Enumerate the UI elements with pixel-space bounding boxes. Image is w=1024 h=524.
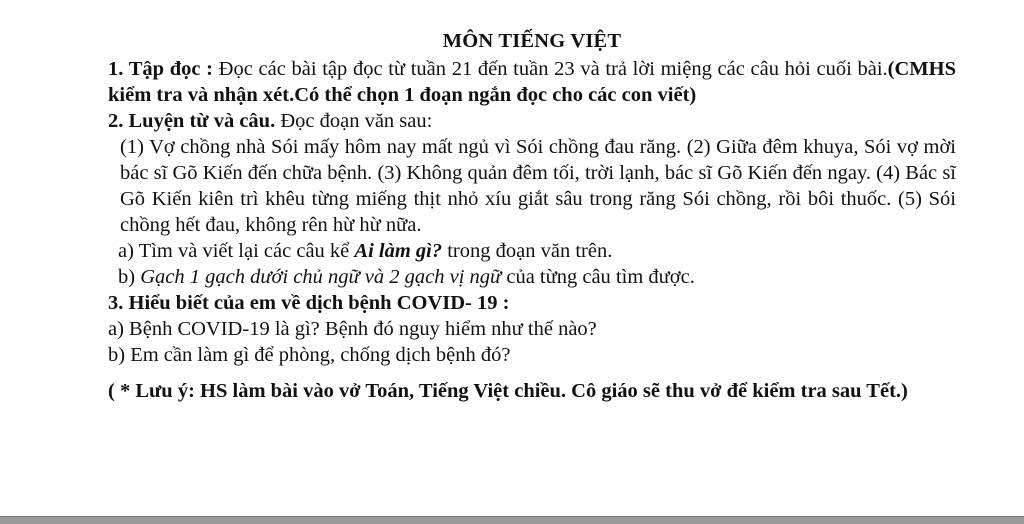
section-covid-heading: 3. Hiểu biết của em về dịch bệnh COVID- 19 :: [108, 292, 510, 314]
exercise-emphasis: Gạch 1 gạch dưới chủ ngữ và 2 gạch vị ngữ: [140, 266, 502, 288]
document-body: [108, 56, 956, 404]
section-heading: 1. Tập đọc :: [108, 58, 213, 80]
note-paragraph: ( * Lưu ý: HS làm bài vào vở Toán, Tiếng Việt chiều. Cô giáo sẽ thu vở để kiểm tra sau Tết.): [108, 380, 908, 402]
section-bold-note: (CMHS kiểm tra và nhận xét.Có thể chọn 1 đoạn ngắn đọc cho các con viết): [108, 58, 956, 106]
covid-question-b: b) Em cần làm gì để phòng, chống dịch bệnh đó?: [108, 344, 511, 366]
exercise-text: của từng câu tìm được.: [501, 266, 695, 288]
exercise-text: b): [118, 266, 141, 288]
section-text: Đọc các bài tập đọc từ tuần 21 đến tuần 23 và trả lời miệng các câu hỏi cuối bài.: [212, 58, 888, 80]
exercise-text: trong đoạn văn trên.: [442, 240, 613, 262]
section-text: Đọc đoạn văn sau:: [275, 110, 433, 132]
exercise-b: [108, 264, 956, 290]
exercise-text: a) Tìm và viết lại các câu kể: [118, 240, 355, 262]
viewer-bottom-bar: [0, 516, 1024, 524]
section-heading: 2. Luyện từ và câu.: [108, 110, 276, 132]
exercise-emphasis: Ai làm gì?: [354, 240, 443, 262]
covid-question-a: a) Bệnh COVID-19 là gì? Bệnh đó nguy hiểm như thế nào?: [108, 318, 597, 340]
page-title: MÔN TIẾNG VIỆT: [442, 30, 622, 52]
exercise-a: [108, 238, 956, 264]
reading-passage: (1) Vợ chồng nhà Sói mấy hôm nay mất ngủ vì Sói chồng đau răng. (2) Giữa đêm khuya, Sói vợ mời bác sĩ Gõ Kiến đến chữa bệnh. (3) Không quản đêm tối, trời lạnh, bác sĩ Gõ Kiến đến ngay. (4) Bác sĩ Gõ Kiến kiên trì khêu từng miếng thịt nhỏ xíu giắt sâu trong răng Sói chồng, rồi bôi thuốc. (5) Sói chồng hết đau, không rên hừ hừ nữa.: [120, 136, 956, 236]
section-reading: [108, 56, 956, 108]
section-vocabulary: [108, 108, 956, 134]
